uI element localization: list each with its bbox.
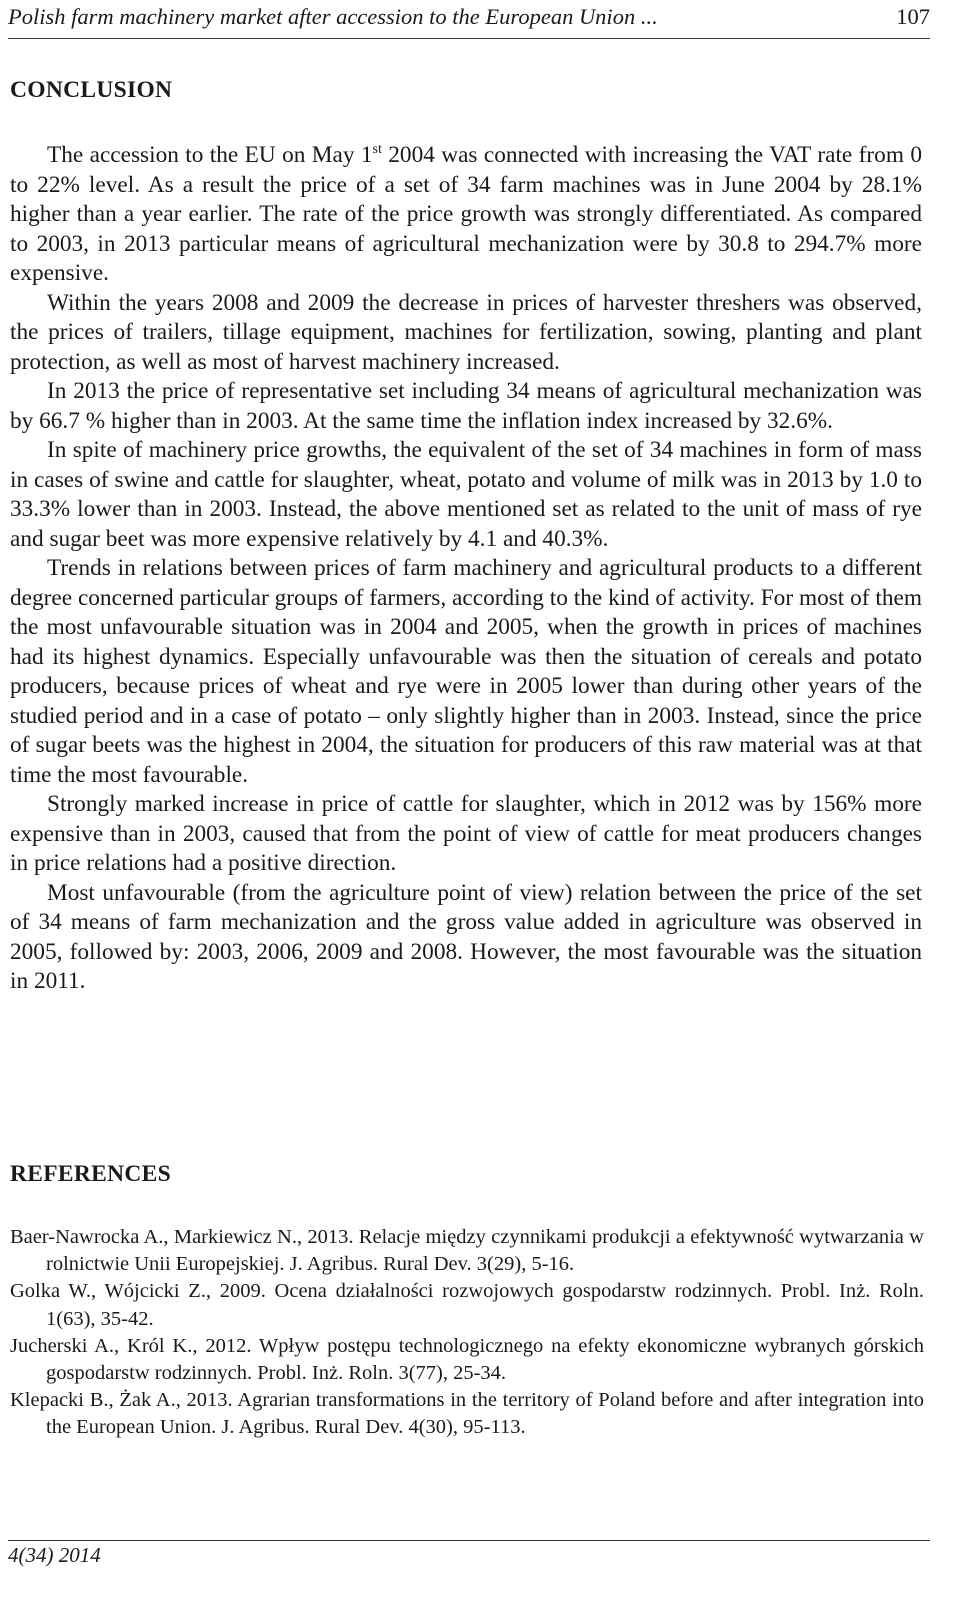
- reference-list: [10, 1224, 924, 1442]
- running-head: [8, 2, 930, 32]
- running-head-title: Polish farm machinery market after accession to the European Union ...: [8, 4, 658, 29]
- paragraph: Most unfavourable (from the agriculture point of view) relation between the price of the set of 34 means of farm mechanization and the gross value added in agriculture was observed in 2005, followed by: 2003, 2006, 2009 and 2008. However, the most favourable was the situation in 2011.: [10, 879, 922, 994]
- reference-item: Jucherski A., Król K., 2012. Wpływ postępu technologicznego na efekty ekonomiczne wybranych górskich gospodarstw rodzinnych. Probl. Inż. Roln. 3(77), 25-34.: [10, 1334, 924, 1385]
- paragraph: Strongly marked increase in price of cattle for slaughter, which in 2012 was by 156% more expensive than in 2003, caused that from the point of view of cattle for meat producers changes in price relations had a positive direction.: [10, 791, 922, 876]
- paragraph: Trends in relations between prices of farm machinery and agricultural products to a different degree concerned particular groups of farmers, according to the kind of activity. For most of them the most unfavourable situation was in 2004 and 2005, when the growth in prices of machines had its highest dynamics. Especially unfavourable was then the situation of cereals and potato producers, because prices of wheat and rye were in 2005 lower than during other years of the studied period and in a case of potato – only slightly higher than in 2003. Instead, since the price of sugar beets was the highest in 2004, the situation for producers of this raw material was at that time the most favourable.: [10, 555, 922, 788]
- paragraph-text: 2004 was connected with increasing the VAT rate from 0 to 22% level. As a result the price of a set of 34 farm machines was in June 2004 by 28.1% higher than a year earlier. The rate of the price growth was strongly differentiated. As compared to 2003, in 2013 particular means of agricultural mechanization were by 30.8 to 294.7% more expensive.: [10, 142, 922, 286]
- paragraph: In 2013 the price of representative set including 34 means of agricultural mechanization was by 66.7 % higher than in 2003. At the same time the inflation index increased by 32.6%.: [10, 378, 922, 434]
- reference-item: Klepacki B., Żak A., 2013. Agrarian transformations in the territory of Poland before and after integration into the European Union. J. Agribus. Rural Dev. 4(30), 95-113.: [10, 1389, 924, 1439]
- conclusion-heading: CONCLUSION: [10, 77, 173, 103]
- paragraph: Within the years 2008 and 2009 the decrease in prices of harvester threshers was observed, the prices of trailers, tillage equipment, machines for fertilization, sowing, planting and plant protection, as well as most of harvest machinery increased.: [10, 289, 922, 375]
- paragraph-text: The accession to the EU on May 1: [47, 142, 373, 168]
- ordinal-superscript: st: [372, 142, 382, 158]
- references-heading: REFERENCES: [10, 1161, 172, 1187]
- paragraph: In spite of machinery price growths, the equivalent of the set of 34 machines in form of mass in cases of swine and cattle for slaughter, wheat, potato and volume of milk was in 2013 by 1.0 to 33.3% lower than in 2003. Instead, the above mentioned set as related to the unit of mass of rye and sugar beet was more expensive relatively by 4.1 and 40.3%.: [10, 437, 922, 552]
- reference-item: Baer-Nawrocka A., Markiewicz N., 2013. Relacje między czynnikami produkcji a efektywność wytwarzania w rolnictwie Unii Europejskiej. J. Agribus. Rural Dev. 3(29), 5-16.: [10, 1226, 924, 1276]
- paragraph: [10, 141, 922, 289]
- issue-footer: 4(34) 2014: [8, 1543, 101, 1567]
- header-rule: [8, 38, 930, 39]
- conclusion-body: [10, 141, 922, 997]
- footer-rule: [8, 1540, 930, 1541]
- page-number: 107: [896, 4, 930, 29]
- reference-item: Golka W., Wójcicki Z., 2009. Ocena działalności rozwojowych gospodarstw rodzinnych. Probl. Inż. Roln. 1(63), 35-42.: [10, 1280, 924, 1330]
